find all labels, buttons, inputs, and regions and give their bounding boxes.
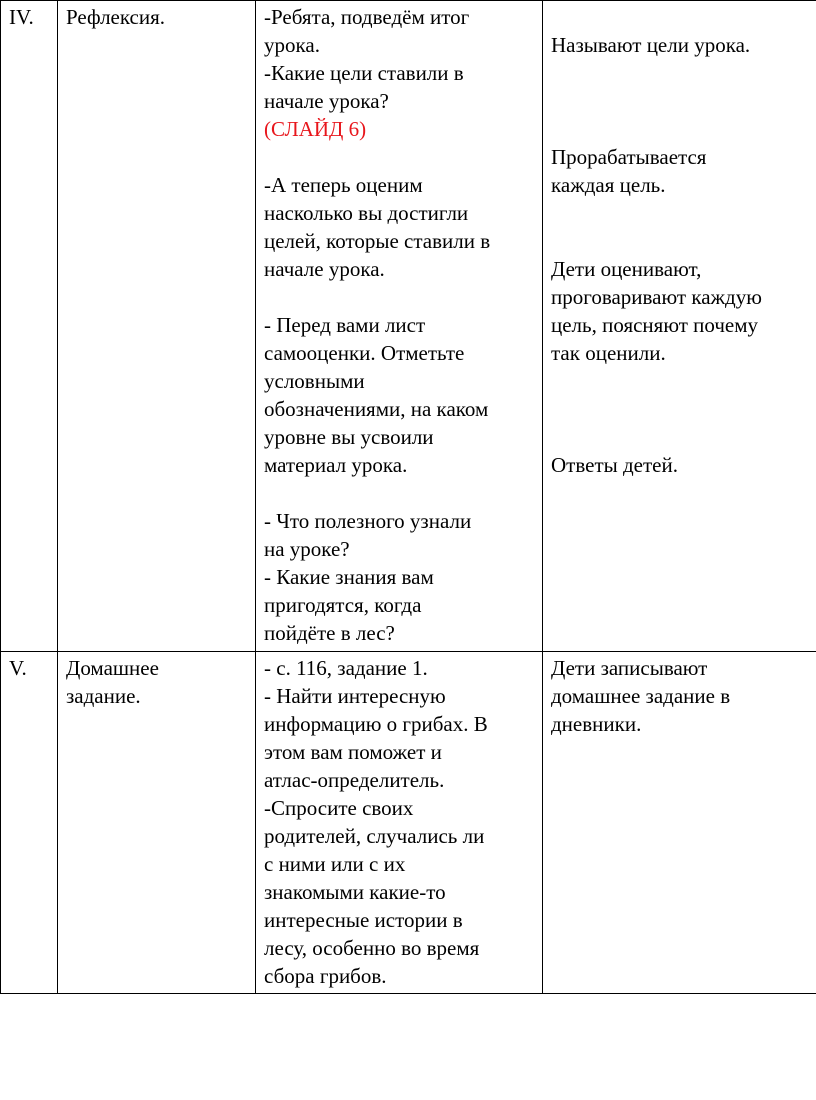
- student-line: Дети оценивают,: [551, 257, 702, 281]
- stage-name-cell: [58, 652, 256, 994]
- student-line: домашнее задание в: [551, 684, 731, 708]
- teacher-line: начале урока.: [264, 257, 385, 281]
- table-row-homework: [1, 652, 816, 994]
- paragraph-gap: [551, 87, 810, 115]
- student-line: проговаривают каждую: [551, 285, 762, 309]
- teacher-line: сбора грибов.: [264, 964, 387, 988]
- teacher-line: знакомыми какие-то: [264, 880, 446, 904]
- teacher-line: этом вам поможет и: [264, 740, 442, 764]
- teacher-line: информацию о грибах. В: [264, 712, 488, 736]
- paragraph-gap: [551, 3, 810, 31]
- teacher-line: атлас-определитель.: [264, 768, 445, 792]
- student-activity-cell: [543, 652, 816, 994]
- student-line: так оценили.: [551, 341, 666, 365]
- student-line: Называют цели урока.: [551, 33, 751, 57]
- teacher-line: самооценки. Отметьте: [264, 341, 465, 365]
- teacher-line: родителей, случались ли: [264, 824, 485, 848]
- teacher-line: -Ребята, подведём итог: [264, 5, 470, 29]
- teacher-line: интересные истории в: [264, 908, 463, 932]
- teacher-line: лесу, особенно во время: [264, 936, 480, 960]
- teacher-line: урока.: [264, 33, 320, 57]
- teacher-line: целей, которые ставили в: [264, 229, 491, 253]
- teacher-line: обозначениями, на каком: [264, 397, 489, 421]
- teacher-activity-cell: [256, 1, 543, 652]
- paragraph-gap: [551, 423, 810, 451]
- teacher-line: пойдёте в лес?: [264, 621, 395, 645]
- paragraph-gap: [264, 479, 536, 507]
- student-line: цель, поясняют почему: [551, 313, 759, 337]
- paragraph-gap: [551, 115, 810, 143]
- table-row-reflection: [1, 1, 816, 652]
- teacher-activity-cell: [256, 652, 543, 994]
- stage-number: V.: [9, 656, 27, 680]
- teacher-line: материал урока.: [264, 453, 408, 477]
- paragraph-gap: [551, 227, 810, 255]
- stage-name-line: Домашнее: [66, 656, 159, 680]
- teacher-line: уровне вы усвоили: [264, 425, 434, 449]
- student-line: Дети записывают: [551, 656, 708, 680]
- teacher-line: на уроке?: [264, 537, 350, 561]
- student-activity-cell: [543, 1, 816, 652]
- paragraph-gap: [551, 59, 810, 87]
- teacher-line: - с. 116, задание 1.: [264, 656, 428, 680]
- stage-number: IV.: [9, 5, 34, 29]
- paragraph-gap: [551, 199, 810, 227]
- stage-name-line: Рефлексия.: [66, 5, 166, 29]
- stage-name-cell: [58, 1, 256, 652]
- teacher-line: - Найти интересную: [264, 684, 446, 708]
- stage-name-line: задание.: [66, 684, 141, 708]
- paragraph-gap: [264, 143, 536, 171]
- teacher-line: условными: [264, 369, 365, 393]
- teacher-line: -Какие цели ставили в: [264, 61, 464, 85]
- teacher-line: насколько вы достигли: [264, 201, 469, 225]
- paragraph-gap: [264, 283, 536, 311]
- student-line: Прорабатывается: [551, 145, 707, 169]
- teacher-line: с ними или с их: [264, 852, 406, 876]
- paragraph-gap: [551, 367, 810, 395]
- student-line: Ответы детей.: [551, 453, 678, 477]
- teacher-line: пригодятся, когда: [264, 593, 422, 617]
- slide-reference: (СЛАЙД 6): [264, 117, 367, 141]
- teacher-line: -А теперь оценим: [264, 173, 423, 197]
- paragraph-gap: [551, 395, 810, 423]
- teacher-line: начале урока?: [264, 89, 389, 113]
- teacher-line: - Какие знания вам: [264, 565, 434, 589]
- teacher-line: -Спросите своих: [264, 796, 414, 820]
- teacher-line: - Перед вами лист: [264, 313, 426, 337]
- student-line: дневники.: [551, 712, 642, 736]
- student-line: каждая цель.: [551, 173, 666, 197]
- stage-number-cell: [1, 1, 58, 652]
- teacher-line: - Что полезного узнали: [264, 509, 472, 533]
- stage-number-cell: [1, 652, 58, 994]
